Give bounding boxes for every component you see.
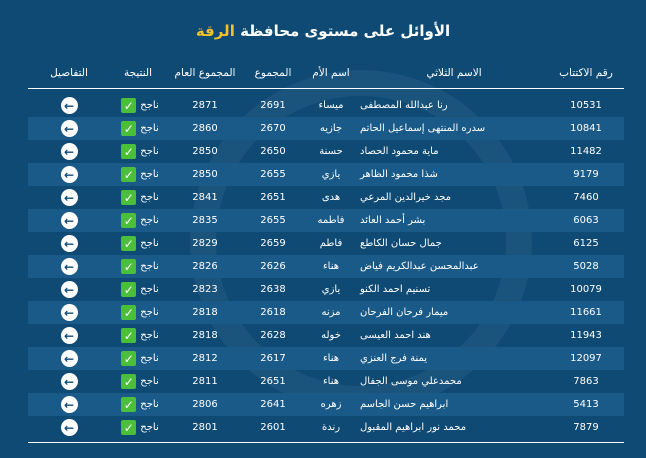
- row-name: مجد خيرالدين المرعي: [360, 192, 452, 203]
- row-mother: هناء: [322, 261, 340, 272]
- row-details: [28, 393, 110, 416]
- row-result: [110, 347, 166, 370]
- row-grand-total: 2829: [192, 238, 218, 249]
- table-row: [28, 255, 624, 278]
- details-arrow-icon[interactable]: ←: [61, 235, 78, 252]
- details-arrow-icon[interactable]: ←: [61, 304, 78, 321]
- row-grand-total: 2818: [192, 307, 218, 318]
- row-total: 2638: [260, 284, 286, 295]
- check-icon: ✓: [121, 190, 136, 205]
- row-number: 11661: [570, 307, 602, 318]
- details-arrow-icon[interactable]: ←: [61, 166, 78, 183]
- row-result-label: ناجح: [140, 330, 159, 341]
- details-arrow-icon[interactable]: ←: [61, 258, 78, 275]
- row-grand-total: 2801: [192, 422, 218, 433]
- row-result: [110, 255, 166, 278]
- row-result: [110, 416, 166, 439]
- row-total: 2651: [260, 192, 286, 203]
- row-result-label: ناجح: [140, 146, 159, 157]
- row-details: [28, 163, 110, 186]
- row-name: ابراهيم حسن الجاسم: [360, 399, 449, 410]
- row-total: 2670: [260, 123, 286, 134]
- row-number: 10079: [570, 284, 602, 295]
- row-result: [110, 94, 166, 117]
- row-name: شذا محمود الظاهر: [360, 169, 438, 180]
- row-total: 2650: [260, 146, 286, 157]
- row-total: 2618: [260, 307, 286, 318]
- row-grand-total: 2841: [192, 192, 218, 203]
- row-grand-total: 2850: [192, 146, 218, 157]
- row-details: [28, 117, 110, 140]
- header-divider: [28, 88, 624, 89]
- row-details: [28, 255, 110, 278]
- row-total: 2626: [260, 261, 286, 272]
- table-row: [28, 186, 624, 209]
- table-row: [28, 117, 624, 140]
- row-grand-total: 2826: [192, 261, 218, 272]
- row-number: 11482: [570, 146, 602, 157]
- row-result: [110, 186, 166, 209]
- header-details: التفاصيل: [50, 67, 88, 79]
- row-mother: خوله: [321, 330, 341, 341]
- details-arrow-icon[interactable]: ←: [61, 97, 78, 114]
- table-row: [28, 163, 624, 186]
- row-result: [110, 301, 166, 324]
- row-result-label: ناجح: [140, 261, 159, 272]
- row-details: [28, 232, 110, 255]
- row-name: هند احمد العيسى: [360, 330, 431, 341]
- table-row: [28, 140, 624, 163]
- details-arrow-icon[interactable]: ←: [61, 350, 78, 367]
- details-arrow-icon[interactable]: ←: [61, 396, 78, 413]
- check-icon: ✓: [121, 259, 136, 274]
- row-total: 2641: [260, 399, 286, 410]
- row-details: [28, 347, 110, 370]
- details-arrow-icon[interactable]: ←: [61, 327, 78, 344]
- row-details: [28, 186, 110, 209]
- row-grand-total: 2850: [192, 169, 218, 180]
- table-row: [28, 347, 624, 370]
- title-main: الأوائل على مستوى محافظة: [240, 22, 451, 40]
- row-grand-total: 2835: [192, 215, 218, 226]
- row-number: 5413: [573, 399, 599, 410]
- row-name: جمال حسان الكاطع: [360, 238, 442, 249]
- row-result-label: ناجح: [140, 238, 159, 249]
- row-details: [28, 370, 110, 393]
- row-result-label: ناجح: [140, 215, 159, 226]
- row-total: 2691: [260, 100, 286, 111]
- footer-divider: [28, 442, 624, 443]
- row-result: [110, 324, 166, 347]
- row-name: رنا عبدالله المصطفى: [360, 100, 448, 111]
- row-result: [110, 163, 166, 186]
- row-details: [28, 278, 110, 301]
- table-row: [28, 278, 624, 301]
- check-icon: ✓: [121, 374, 136, 389]
- header-grand-total: المجموع العام: [174, 67, 236, 79]
- row-mother: مزنه: [321, 307, 341, 318]
- row-grand-total: 2871: [192, 100, 218, 111]
- row-result-label: ناجح: [140, 192, 159, 203]
- row-details: [28, 140, 110, 163]
- row-name: ماية محمود الحصاد: [360, 146, 439, 157]
- row-mother: يازي: [321, 284, 341, 295]
- row-total: 2659: [260, 238, 286, 249]
- row-number: 7863: [573, 376, 599, 387]
- row-total: 2655: [260, 169, 286, 180]
- table-row: [28, 393, 624, 416]
- row-name: محمد نور ابراهيم المقبول: [360, 422, 467, 433]
- check-icon: ✓: [121, 213, 136, 228]
- row-result-label: ناجح: [140, 399, 159, 410]
- table-row: [28, 416, 624, 439]
- details-arrow-icon[interactable]: ←: [61, 143, 78, 160]
- row-result-label: ناجح: [140, 376, 159, 387]
- row-total: 2601: [260, 422, 286, 433]
- details-arrow-icon[interactable]: ←: [61, 419, 78, 436]
- row-number: 6125: [573, 238, 599, 249]
- row-mother: فاطمه: [317, 215, 345, 226]
- row-result: [110, 393, 166, 416]
- row-result: [110, 370, 166, 393]
- row-number: 12097: [570, 353, 602, 364]
- check-icon: ✓: [121, 351, 136, 366]
- row-result-label: ناجح: [140, 307, 159, 318]
- row-number: 6063: [573, 215, 599, 226]
- row-details: [28, 301, 110, 324]
- check-icon: ✓: [121, 167, 136, 182]
- row-mother: جازيه: [319, 123, 343, 134]
- table-row: [28, 370, 624, 393]
- details-arrow-icon[interactable]: ←: [61, 189, 78, 206]
- table-row: [28, 209, 624, 232]
- row-name: بشر أحمد العائد: [360, 215, 426, 226]
- check-icon: ✓: [121, 397, 136, 412]
- table-row: [28, 301, 624, 324]
- check-icon: ✓: [121, 98, 136, 113]
- row-details: [28, 94, 110, 117]
- row-result: [110, 117, 166, 140]
- row-number: 7879: [573, 422, 599, 433]
- title-accent: الرقة: [195, 22, 235, 40]
- row-result: [110, 278, 166, 301]
- row-mother: زهره: [320, 399, 342, 410]
- row-result-label: ناجح: [140, 422, 159, 433]
- header-total: المجموع: [254, 67, 292, 79]
- check-icon: ✓: [121, 305, 136, 320]
- header-mother: اسم الأم: [312, 67, 350, 79]
- row-mother: ميساء: [318, 100, 344, 111]
- check-icon: ✓: [121, 121, 136, 136]
- table-row: [28, 232, 624, 255]
- page-title: [0, 22, 646, 40]
- row-total: 2655: [260, 215, 286, 226]
- row-total: 2617: [260, 353, 286, 364]
- row-name: تسنيم احمد الكنو: [360, 284, 431, 295]
- check-icon: ✓: [121, 236, 136, 251]
- row-mother: رندة: [321, 422, 341, 433]
- row-mother: حسنة: [319, 146, 343, 157]
- row-grand-total: 2812: [192, 353, 218, 364]
- row-grand-total: 2823: [192, 284, 218, 295]
- check-icon: ✓: [121, 420, 136, 435]
- row-result-label: ناجح: [140, 284, 159, 295]
- row-mother: هدى: [321, 192, 341, 203]
- row-details: [28, 209, 110, 232]
- row-number: 11943: [570, 330, 602, 341]
- row-name: يمنة فرج العنزي: [360, 353, 428, 364]
- row-result: [110, 140, 166, 163]
- header-result: النتيجة: [123, 67, 153, 79]
- row-total: 2651: [260, 376, 286, 387]
- row-grand-total: 2806: [192, 399, 218, 410]
- row-name: محمدعلي موسى الجفال: [360, 376, 462, 387]
- row-result-label: ناجح: [140, 353, 159, 364]
- row-mother: هناء: [322, 353, 340, 364]
- table-row: [28, 94, 624, 117]
- row-mother: هناء: [322, 376, 340, 387]
- header-number: رقم الاكتتاب: [559, 67, 613, 79]
- row-number: 9179: [573, 169, 599, 180]
- check-icon: ✓: [121, 144, 136, 159]
- row-result-label: ناجح: [140, 123, 159, 134]
- check-icon: ✓: [121, 328, 136, 343]
- row-result: [110, 209, 166, 232]
- row-name: سدره المنتهى إسماعيل الحاتم: [360, 123, 486, 134]
- row-name: ميمار فرحان الفرحان: [360, 307, 449, 318]
- row-result-label: ناجح: [140, 169, 159, 180]
- header-name: الاسم الثلاثي: [426, 67, 482, 79]
- row-grand-total: 2860: [192, 123, 218, 134]
- row-details: [28, 416, 110, 439]
- row-result-label: ناجح: [140, 100, 159, 111]
- details-arrow-icon[interactable]: ←: [61, 281, 78, 298]
- details-arrow-icon[interactable]: ←: [61, 212, 78, 229]
- row-grand-total: 2818: [192, 330, 218, 341]
- row-total: 2628: [260, 330, 286, 341]
- row-number: 10841: [570, 123, 602, 134]
- details-arrow-icon[interactable]: ←: [61, 120, 78, 137]
- row-name: عبدالمحسن عبدالكريم فياض: [360, 261, 479, 272]
- row-mother: يازي: [321, 169, 341, 180]
- row-number: 7460: [573, 192, 599, 203]
- row-details: [28, 324, 110, 347]
- row-number: 10531: [570, 100, 602, 111]
- table-row: [28, 324, 624, 347]
- details-arrow-icon[interactable]: ←: [61, 373, 78, 390]
- check-icon: ✓: [121, 282, 136, 297]
- table-header: [28, 62, 624, 84]
- row-number: 5028: [573, 261, 599, 272]
- row-result: [110, 232, 166, 255]
- row-grand-total: 2811: [192, 376, 218, 387]
- row-mother: فاطم: [319, 238, 343, 249]
